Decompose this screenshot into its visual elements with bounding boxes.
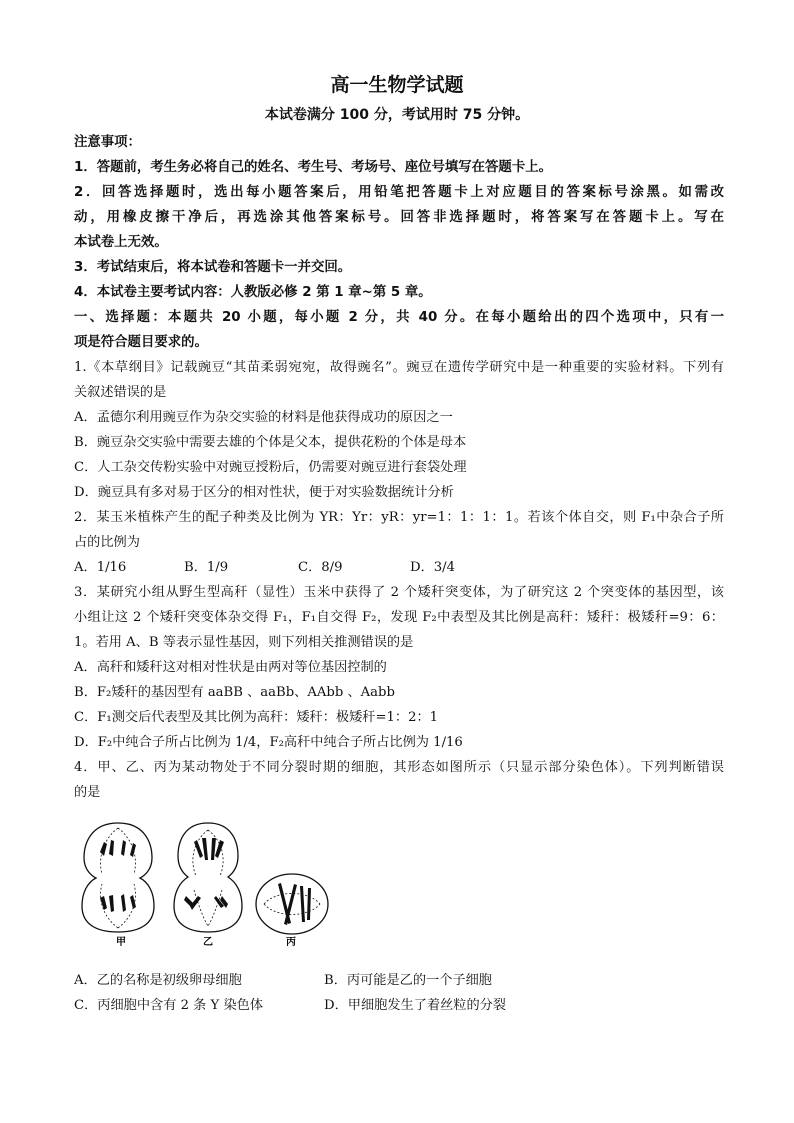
q1-option-b: B．豌豆杂交实验中需要去雄的个体是父本，提供花粉的个体是母本 <box>74 435 467 450</box>
page-subtitle: 本试卷满分 100 分，考试用时 75 分钟。 <box>264 107 530 123</box>
cell-division-figure <box>78 820 338 948</box>
q4-options-row-2 <box>74 993 724 1018</box>
q1-stem: 1.《本草纲目》记载豌豆“其苗柔弱宛宛，故得豌名”。豌豆在遗传学研究中是一种重要的实验材料。下列有 <box>74 360 724 375</box>
notice-item-1: 1．答题前，考生务必将自己的姓名、考生号、考场号、座位号填写在答题卡上。 <box>74 160 552 175</box>
q4-option-c: C．丙细胞中含有 2 条 Y 染色体 <box>74 998 264 1013</box>
label-yi: 乙 <box>203 937 213 948</box>
q2-option-c: C．8/9 <box>298 560 343 575</box>
q2-option-d: D．3/4 <box>410 560 455 575</box>
q4-option-d: D．甲细胞发生了着丝粒的分裂 <box>324 998 507 1013</box>
q3-stem-cont: 小组让这 2 个矮秆突变体杂交得 F₁，F₁自交得 F₂，发现 F₂中表型及其比例是高秆：矮秆：极矮秆=9：6： <box>74 610 724 625</box>
q1-option-d: D．豌豆具有多对易于区分的相对性状，便于对实验数据统计分析 <box>74 485 454 500</box>
section-heading-cont: 项是符合题目要求的。 <box>74 335 208 350</box>
notice-heading: 注意事项： <box>74 135 141 150</box>
q2-option-b: B．1/9 <box>184 560 229 575</box>
q3-option-a: A．高秆和矮秆这对相对性状是由两对等位基因控制的 <box>74 660 387 675</box>
q4-options-row-1 <box>74 968 724 993</box>
cell-jia-illustration <box>82 823 154 932</box>
notice-item-3: 3．考试结束后，将本试卷和答题卡一并交回。 <box>74 260 352 275</box>
q3-option-c: C．F₁测交后代表型及其比例为高秆：矮秆：极矮秆=1：2：1 <box>74 710 439 725</box>
cell-yi-illustration <box>174 823 242 932</box>
q2-stem: 2．某玉米植株产生的配子种类及比例为 YR：Yr：yR：yr=1：1：1：1。若该个体自交，则 F₁中杂合子所 <box>74 510 724 525</box>
notice-item-2-end: 本试卷上无效。 <box>74 235 168 250</box>
q4-stem: 4．甲、乙、丙为某动物处于不同分裂时期的细胞，其形态如图所示（只显示部分染色体）。下列判断错误 <box>74 760 724 775</box>
label-jia: 甲 <box>116 937 126 948</box>
q4-stem-cont: 的是 <box>74 785 101 800</box>
q2-options <box>74 555 724 580</box>
q3-option-d: D．F₂中纯合子所占比例为 1/4，F₂高秆中纯合子所占比例为 1/16 <box>74 735 463 750</box>
label-bing: 丙 <box>286 937 296 948</box>
cell-jia-chromosomes <box>100 840 136 912</box>
q3-stem: 3．某研究小组从野生型高秆（显性）玉米中获得了 2 个矮秆突变体，为了研究这 2 个突变体的基因型，该 <box>74 585 724 600</box>
q1-option-a: A．孟德尔利用豌豆作为杂交实验的材料是他获得成功的原因之一 <box>74 410 453 425</box>
notice-item-4: 4．本试卷主要考试内容：人教版必修 2 第 1 章~第 5 章。 <box>74 285 432 300</box>
q1-stem-cont: 关叙述错误的是 <box>74 385 167 400</box>
section-heading: 一、选择题：本题共 20 小题，每小题 2 分，共 40 分。在每小题给出的四个选项中，只有一 <box>74 310 724 325</box>
page-title: 高一生物学试题 <box>330 74 464 96</box>
q2-stem-cont: 占的比例为 <box>74 535 140 550</box>
q4-option-b: B．丙可能是乙的一个子细胞 <box>324 973 492 988</box>
cell-bing-chromosomes <box>278 883 311 925</box>
q3-option-b: B．F₂矮秆的基因型有 aaBB 、aaBb、AAbb 、Aabb <box>74 685 395 700</box>
q2-option-a: A．1/16 <box>74 560 127 575</box>
q1-option-c: C．人工杂交传粉实验中对豌豆授粉后，仍需要对豌豆进行套袋处理 <box>74 460 467 475</box>
q4-option-a: A．乙的名称是初级卵母细胞 <box>74 973 242 988</box>
q3-stem-end: 1。若用 A、B 等表示显性基因，则下列相关推测错误的是 <box>74 635 414 650</box>
notice-item-2: 2．回答选择题时，选出每小题答案后，用铅笔把答题卡上对应题目的答案标号涂黑。如需改 <box>74 185 724 200</box>
notice-item-2-cont: 动，用橡皮擦干净后，再选涂其他答案标号。回答非选择题时，将答案写在答题卡上。写在 <box>74 210 724 225</box>
cell-yi-chromosomes <box>184 838 228 910</box>
